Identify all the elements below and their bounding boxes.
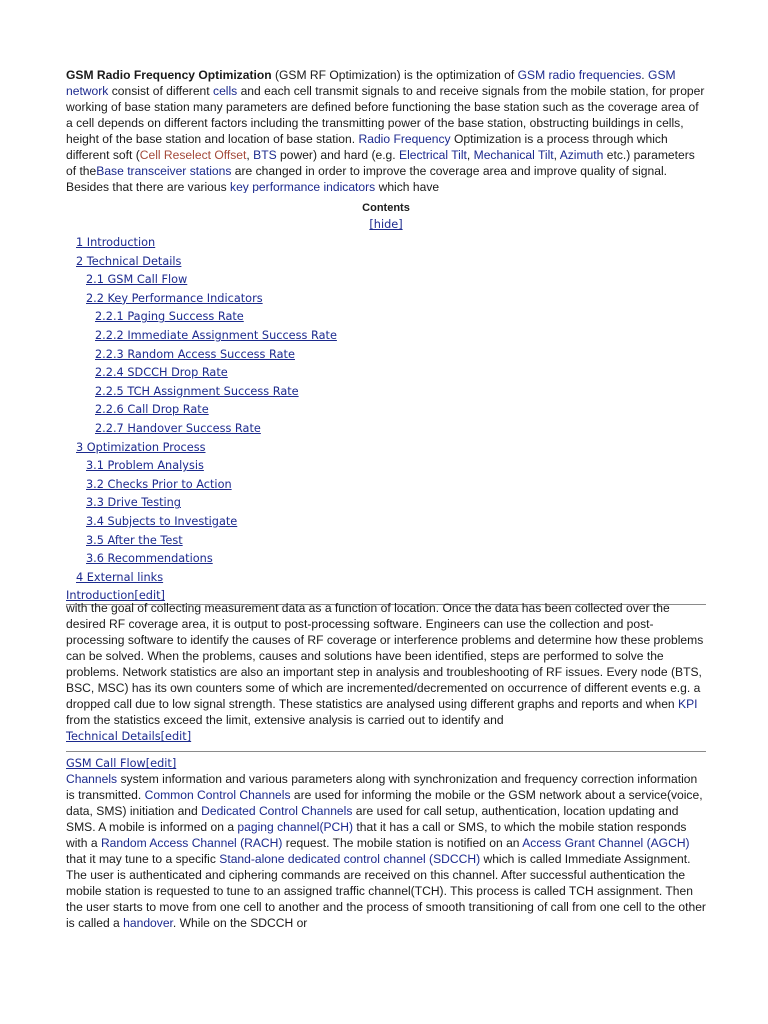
toc-list — [66, 234, 706, 587]
toc-link-drive-testing[interactable]: 3.3 Drive Testing — [86, 496, 181, 510]
toc-item[interactable] — [66, 569, 706, 588]
link-common-control-channels[interactable]: Common Control Channels — [144, 788, 291, 803]
technical-details-heading[interactable]: Technical Details[edit] — [66, 730, 192, 744]
toc-hide-toggle[interactable] — [66, 216, 706, 234]
toc-link-subjects[interactable]: 3.4 Subjects to Investigate — [86, 514, 238, 528]
toc-link-after-test[interactable]: 3.5 After the Test — [86, 533, 183, 547]
link-paging-channel[interactable]: paging channel(PCH) — [237, 820, 354, 835]
toc-item[interactable] — [66, 532, 706, 551]
toc-hide-link[interactable]: [hide] — [369, 218, 403, 231]
text-run: are used for call setup, authentication, location updating and SMS. A mobile is informed on a — [66, 804, 679, 835]
text-run: that it has a call or SMS, to which the mobile station responds with a — [66, 820, 687, 851]
call-flow-paragraph — [66, 771, 706, 961]
toc-item[interactable] — [66, 383, 706, 402]
toc-title: Contents — [362, 202, 410, 214]
text-run: , — [246, 148, 254, 162]
toc-item[interactable] — [66, 401, 706, 420]
toc-link-technical-details[interactable]: 2 Technical Details — [76, 254, 182, 268]
text-run: are changed in order to improve the coverage area and improve quality of signal. Besides that there are various — [66, 164, 668, 193]
link-electrical-tilt[interactable]: Electrical Tilt — [399, 148, 467, 162]
toc-link-call-drop-rate[interactable]: 2.2.6 Call Drop Rate — [95, 403, 209, 417]
text-run: Optimization is a process through which different soft ( — [66, 132, 668, 162]
text-run: consist of different — [108, 84, 214, 98]
toc-item[interactable] — [66, 308, 706, 327]
toc-item[interactable] — [66, 346, 706, 365]
toc-link-paging-success-rate[interactable]: 2.2.1 Paging Success Rate — [95, 310, 244, 324]
toc-link-external-links[interactable]: 4 External links — [76, 570, 164, 584]
toc-item[interactable] — [66, 420, 706, 439]
toc-item[interactable] — [66, 327, 706, 346]
toc-link-introduction[interactable]: 1 Introduction — [76, 236, 156, 249]
text-run: that it may tune to a specific — [66, 852, 220, 867]
toc-item[interactable] — [66, 271, 706, 290]
toc-link-problem-analysis[interactable]: 3.1 Problem Analysis — [86, 459, 204, 473]
text-run: etc.) parameters of the — [66, 148, 695, 178]
link-dedicated-control-channels[interactable]: Dedicated Control Channels — [201, 804, 353, 819]
link-bts[interactable]: BTS — [253, 148, 277, 162]
text-run: are used for informing the mobile or the GSM network about a service(voice, data, SMS) initiation and — [66, 788, 703, 819]
toc-item[interactable] — [66, 494, 706, 513]
introduction-paragraph — [66, 600, 706, 728]
link-access-grant-channel[interactable]: Access Grant Channel (AGCH) — [522, 836, 690, 851]
link-channels[interactable]: Channels — [66, 772, 118, 787]
text-run: request. The mobile station is notified on an — [282, 836, 523, 851]
intro-paragraph — [66, 67, 706, 193]
text-run: which have — [375, 180, 440, 193]
toc-item[interactable] — [66, 550, 706, 569]
link-gsm-radio-frequencies[interactable]: GSM radio frequencies — [517, 68, 642, 82]
link-sdcch[interactable]: Stand-alone dedicated control channel (SDCCH) — [219, 852, 481, 867]
toc-item[interactable] — [66, 290, 706, 309]
link-cell-reselect-offset[interactable]: Cell Reselect Offset — [139, 148, 247, 162]
text-run: and each cell transmit signals to and receive signals from the mobile station, for proper working of base station many parameters are defined before functioning the base station such as the coverage area of a cell depends on different factors including the transmitting power of the base station, obstructing buildings in cells, height of the base station and location of base station. — [66, 84, 705, 146]
link-radio-frequency[interactable]: Radio Frequency — [358, 132, 451, 146]
toc-link-recommendations[interactable]: 3.6 Recommendations — [86, 552, 213, 566]
text-run: (GSM RF Optimization) is the optimization of — [271, 68, 518, 82]
link-cells[interactable]: cells — [213, 84, 238, 98]
gsm-call-flow-heading[interactable]: GSM Call Flow[edit] — [66, 757, 177, 771]
toc-item[interactable] — [66, 364, 706, 383]
toc-link-sdcch-drop-rate[interactable]: 2.2.4 SDCCH Drop Rate — [95, 366, 228, 380]
toc-item[interactable] — [66, 513, 706, 532]
link-kpi[interactable]: KPI — [678, 697, 698, 712]
text-run: from the statistics exceed the limit, extensive analysis is carried out to identify and — [66, 713, 504, 728]
link-random-access-channel[interactable]: Random Access Channel (RACH) — [100, 836, 283, 851]
text-run: . While on the SDCCH or — [172, 916, 308, 931]
link-key-performance-indicators[interactable]: key performance indicators — [230, 180, 376, 193]
text-run: system information and various parameters along with synchronization and frequency correction information is transmitted. — [66, 772, 698, 803]
toc-link-tch-assignment[interactable]: 2.2.5 TCH Assignment Success Rate — [95, 384, 299, 398]
toc-item[interactable] — [66, 439, 706, 458]
toc-link-checks-prior[interactable]: 3.2 Checks Prior to Action — [86, 477, 232, 491]
toc-item[interactable] — [66, 253, 706, 272]
link-gsm-network[interactable]: GSM network — [66, 68, 676, 98]
toc-link-key-performance-indicators[interactable]: 2.2 Key Performance Indicators — [86, 291, 263, 305]
text-run: , — [553, 148, 560, 162]
section-divider — [66, 751, 706, 752]
toc-item[interactable] — [66, 234, 706, 253]
toc-link-gsm-call-flow[interactable]: 2.1 GSM Call Flow — [86, 273, 188, 287]
link-base-transceiver-stations[interactable]: Base transceiver stations — [96, 164, 232, 178]
toc-item[interactable] — [66, 476, 706, 495]
link-azimuth[interactable]: Azimuth — [559, 148, 604, 162]
text-run: . — [641, 68, 649, 82]
link-mechanical-tilt[interactable]: Mechanical Tilt — [473, 148, 554, 162]
toc-link-optimization-process[interactable]: 3 Optimization Process — [76, 440, 206, 454]
text-run: with the goal of collecting measurement data as a function of location. Once the data has been collected over the desired RF coverage area, it is output to post-processing software. Engineers can use the collection and post-processing software to identify the causes of RF coverage or interference problems and determine how these problems can be solved. When the problems, causes and solutions have been identified, steps are performed to solve the problems. Network statistics are also an important step in analysis and troubleshooting of RF issues. Every node (BTS, BSC, MSC) has its own counters some of which are incremented/decremented on occurrence of different events e.g. a dropped call due to low signal strength. These statistics are analysed using different graphs and reports and when — [66, 601, 704, 712]
introduction-heading[interactable]: Introduction[edit] — [66, 589, 165, 603]
link-handover[interactable]: handover — [123, 916, 173, 931]
text-run: which is called Immediate Assignment. The user is authenticated and ciphering commands are received on this channel. After successful authentication the mobile station is requested to tune to an assigned traffic channel(TCH). This process is called TCH assignment. Then the user starts to move from one cell to another and the process of smooth transitioning of call from one cell to the other is called a — [66, 852, 706, 931]
toc-item[interactable] — [66, 457, 706, 476]
text-run: power) and hard (e.g. — [276, 148, 400, 162]
toc-link-random-access[interactable]: 2.2.3 Random Access Success Rate — [95, 347, 295, 361]
article-title: GSM Radio Frequency Optimization — [66, 68, 272, 82]
document — [66, 67, 706, 961]
toc-link-handover-success[interactable]: 2.2.7 Handover Success Rate — [95, 421, 261, 435]
toc-link-immediate-assignment[interactable]: 2.2.2 Immediate Assignment Success Rate — [95, 328, 337, 342]
text-run: , — [466, 148, 474, 162]
